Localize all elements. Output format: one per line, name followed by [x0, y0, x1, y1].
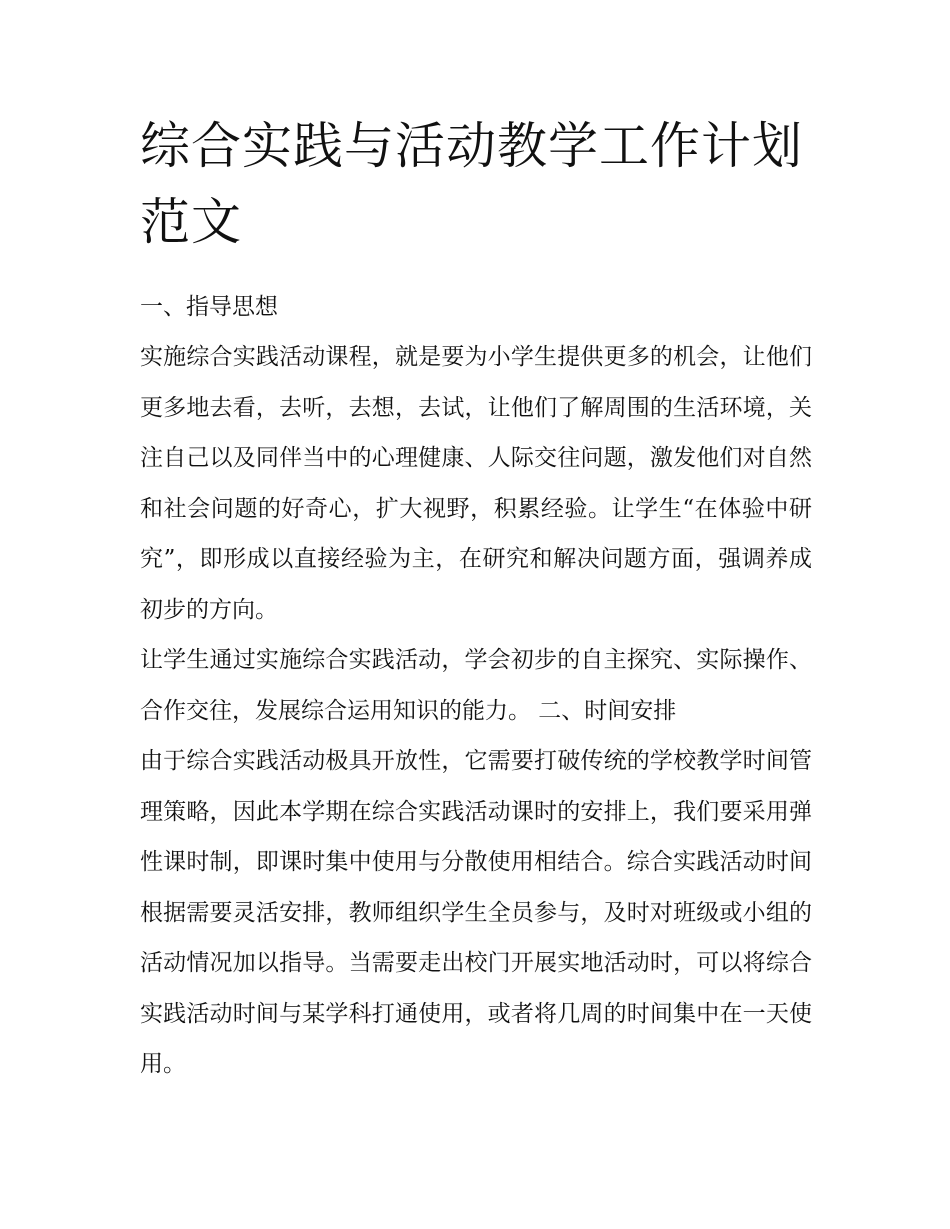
- section-heading-guiding-thought: 一、指导思想: [140, 294, 278, 320]
- paragraph-guiding-thought: 实施综合实践活动课程，就是要为小学生提供更多的机会，让他们更多地去看，去听，去想，去试，让他们了解周围的生活环境，关注自己以及同伴当中的心理健康、人际交往问题，激发他们对自然和社会问题的好奇心，扩大视野，积累经验。让学生“在体验中研究”，即形成以直接经验为主，在研究和解决问题方面，强调养成初步的方向。: [140, 344, 812, 623]
- document-title: 综合实践与活动教学工作计划范文: [140, 117, 803, 251]
- document-page: [140, 108, 812, 1090]
- paragraph-learning-goal: 让学生通过实施综合实践活动，学会初步的自主探究、实际操作、合作交往，发展综合运用知识的能力。 二、时间安排: [140, 647, 812, 724]
- paragraph-time-arrangement: 由于综合实践活动极具开放性，它需要打破传统的学校教学时间管理策略，因此本学期在综合实践活动课时的安排上，我们要采用弹性课时制，即课时集中使用与分散使用相结合。综合实践活动时间根据需要灵活安排，教师组织学生全员参与，及时对班级或小组的活动情况加以指导。当需要走出校门开展实地活动时，可以将综合实践活动时间与某学科打通使用，或者将几周的时间集中在一天使用。: [140, 748, 812, 1077]
